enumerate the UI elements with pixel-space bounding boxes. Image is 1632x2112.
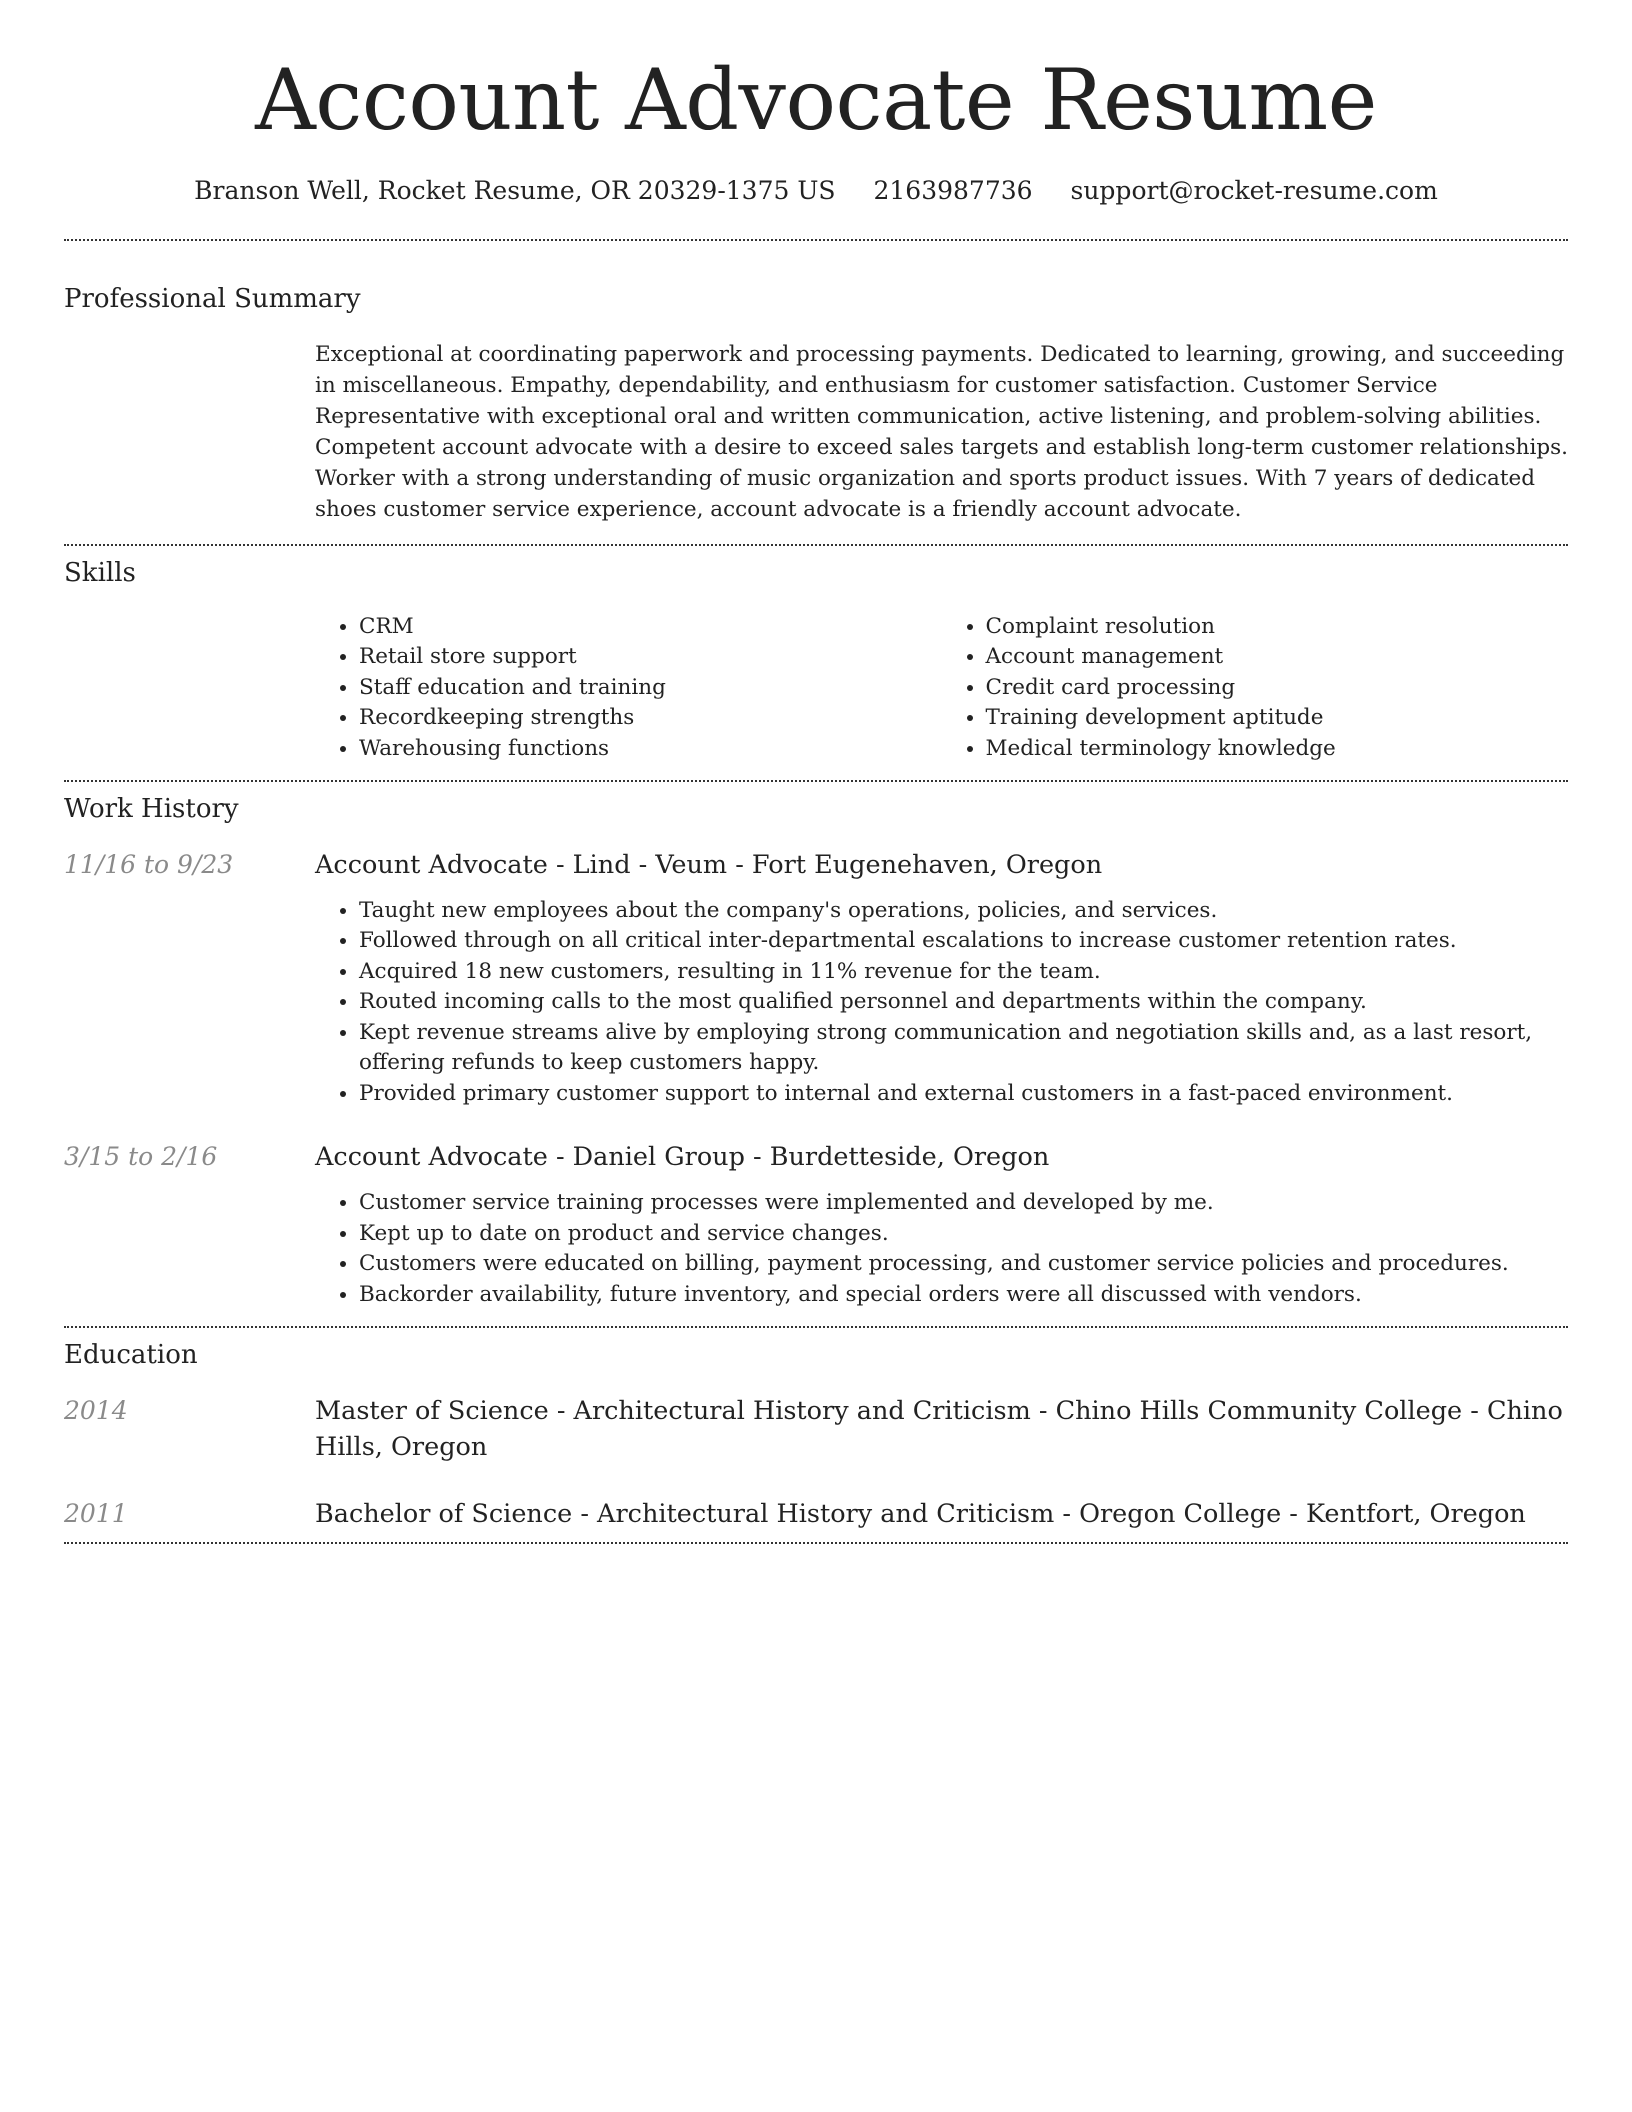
job-bullet: • Followed through on all critical inter-departmental escalations to increase customer retention rates. — [359, 926, 1568, 957]
job-bullet: • Kept revenue streams alive by employing strong communication and negotiation skills and, as a last resort, offering refunds to keep customers happy. — [359, 1018, 1568, 1079]
skills-list-right — [942, 612, 1569, 765]
job-bullet: • Customers were educated on billing, payment processing, and customer service policies and procedures. — [359, 1249, 1568, 1280]
education-entry — [64, 1496, 1568, 1542]
job-bullet: • Routed incoming calls to the most qualified personnel and departments within the company. — [359, 987, 1568, 1018]
education-year: 2011 — [64, 1499, 128, 1529]
job-title: Account Advocate - Lind - Veum - Fort Eugenehaven, Oregon — [315, 849, 1103, 880]
education-title: Master of Science - Architectural History and Criticism - Chino Hills Community College - Chino Hills, Oregon — [315, 1396, 1563, 1463]
skill-item: • Retail store support — [359, 642, 942, 673]
job-bullet: • Customer service training processes were implemented and developed by me. — [359, 1188, 1568, 1219]
job-entry — [64, 847, 1568, 1110]
summary-text: Exceptional at coordinating paperwork and processing payments. Dedicated to learning, growing, and succeeding in miscellaneous. Empathy, dependability, and enthusiasm for customer satisfaction. Customer Service Representative with exceptional oral and written communication, active listening, and problem-solving abilities. Competent account advocate with a desire to exceed sales targets and establish long-term customer relationships. Worker with a strong understanding of music organization and sports product issues. With 7 years of dedicated shoes customer service experience, account advocate is a friendly account advocate. — [315, 341, 1568, 522]
job-bullet: • Provided primary customer support to internal and external customers in a fast-paced environment. — [359, 1079, 1568, 1110]
skill-item: • Staff education and training — [359, 673, 942, 704]
job-bullets — [315, 1188, 1568, 1310]
job-dates: 3/15 to 2/16 — [64, 1142, 218, 1172]
summary-heading: Professional Summary — [64, 284, 361, 315]
contact-email: support@rocket-resume.com — [1070, 175, 1438, 205]
work-history-section — [64, 782, 1568, 1326]
skill-item: • Training development aptitude — [986, 703, 1569, 734]
education-section — [64, 1328, 1568, 1542]
skills-list-left — [315, 612, 942, 765]
skill-item: • Recordkeeping strengths — [359, 703, 942, 734]
education-entry — [64, 1393, 1568, 1465]
skill-item: • Medical terminology knowledge — [986, 734, 1569, 765]
education-title: Bachelor of Science - Architectural History and Criticism - Oregon College - Kentfort, Oregon — [315, 1499, 1526, 1530]
education-heading: Education — [64, 1340, 198, 1371]
summary-section — [64, 241, 1568, 544]
contact-line — [64, 175, 1568, 208]
skill-item: • Warehousing functions — [359, 734, 942, 765]
skills-heading: Skills — [64, 557, 136, 588]
job-title: Account Advocate - Daniel Group - Burdetteside, Oregon — [315, 1142, 1050, 1173]
job-bullets — [315, 896, 1568, 1110]
work-history-heading: Work History — [64, 794, 239, 825]
job-entry — [64, 1139, 1568, 1326]
skills-section — [64, 546, 1568, 780]
education-year: 2014 — [64, 1396, 128, 1426]
job-bullet: • Taught new employees about the company's operations, policies, and services. — [359, 896, 1568, 927]
divider — [64, 1542, 1568, 1544]
skill-item: • Complaint resolution — [986, 612, 1569, 643]
resume-title: Account Advocate Resume — [255, 51, 1377, 149]
contact-address: Branson Well, Rocket Resume, OR 20329-1375 US — [194, 175, 836, 205]
job-bullet: • Backorder availability, future inventory, and special orders were all discussed with vendors. — [359, 1280, 1568, 1311]
contact-phone: 2163987736 — [873, 175, 1033, 205]
skill-item: • Credit card processing — [986, 673, 1569, 704]
job-bullet: • Acquired 18 new customers, resulting in 11% revenue for the team. — [359, 957, 1568, 988]
skill-item: • Account management — [986, 642, 1569, 673]
job-dates: 11/16 to 9/23 — [64, 849, 234, 879]
skill-item: • CRM — [359, 612, 942, 643]
job-bullet: • Kept up to date on product and service changes. — [359, 1219, 1568, 1250]
